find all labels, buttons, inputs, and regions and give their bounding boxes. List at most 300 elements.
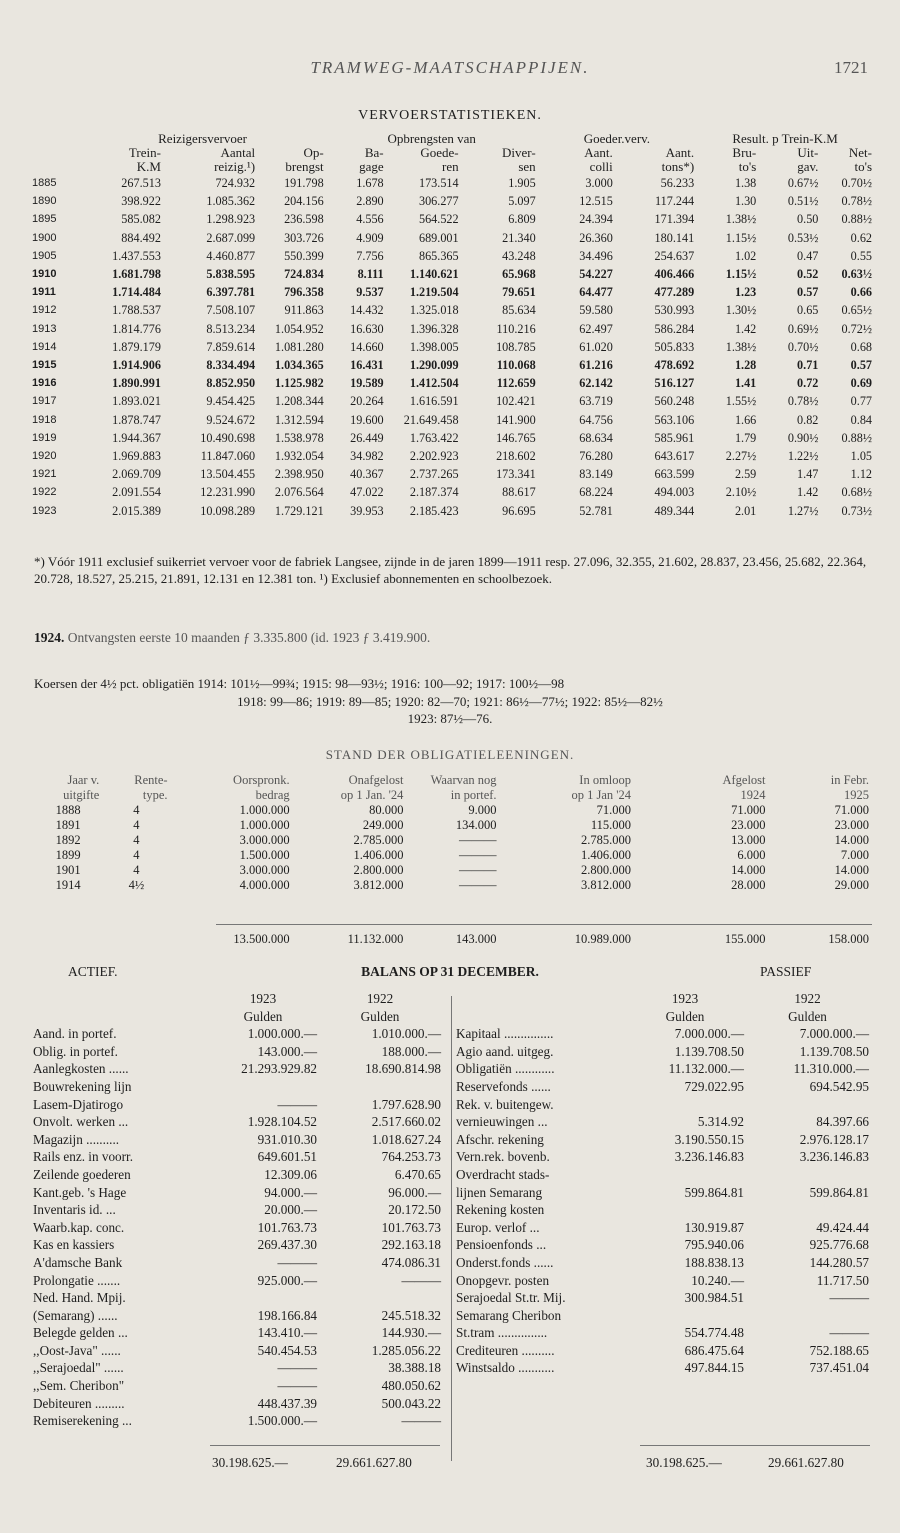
stats-cell: 65.968 <box>502 267 536 282</box>
column-header: Diver- <box>502 145 536 160</box>
row-year: 1905 <box>32 249 57 262</box>
stats-row <box>28 338 874 356</box>
balance-item: Kas en kassiers <box>33 1237 115 1253</box>
balance-value-1923: 101.763.73 <box>257 1219 317 1235</box>
bonds-cell: 71.000 <box>596 803 632 817</box>
stats-cell: 117.244 <box>654 194 695 209</box>
quotes-line-3: 1923: 87½—76. <box>407 711 493 726</box>
row-year: 1920 <box>32 450 57 463</box>
balance-item: Aand. in portef. <box>33 1026 117 1042</box>
stats-cell: 1.034.365 <box>274 358 324 373</box>
receipts-year: 1924. <box>34 630 65 645</box>
stats-cell: 5.838.595 <box>206 267 256 282</box>
stats-row <box>28 483 874 501</box>
balance-value-1923: ——— <box>277 1096 317 1112</box>
balance-value-1922: 2.517.660.02 <box>371 1114 441 1130</box>
balance-value-1922: 737.451.04 <box>809 1360 869 1376</box>
balance-row <box>455 1289 870 1307</box>
bonds-cell: 29.000 <box>834 878 869 892</box>
stats-cell: 4.556 <box>356 212 384 227</box>
balance-row <box>32 1254 442 1272</box>
row-year: 1890 <box>32 195 57 208</box>
stats-cell: 0.68 <box>850 339 872 354</box>
bonds-cell: ——— <box>459 863 497 877</box>
row-year: 1916 <box>32 377 57 390</box>
stats-cell: 16.431 <box>350 358 384 373</box>
balance-value-1922: 292.163.18 <box>381 1237 441 1253</box>
stats-cell: 8.852.950 <box>206 376 256 391</box>
stats-cell: 0.55 <box>850 248 872 263</box>
stats-cell: 516.127 <box>654 376 695 391</box>
balance-value-1923: 554.774.48 <box>684 1325 744 1341</box>
bonds-row <box>34 833 872 848</box>
stats-cell: 0.78½ <box>841 194 872 209</box>
bonds-cell: 2.785.000 <box>581 833 632 847</box>
balance-value-1922: 694.542.95 <box>809 1078 869 1094</box>
stats-body <box>28 174 874 520</box>
stats-cell: 1.219.504 <box>409 285 459 300</box>
stats-cell: 1.412.504 <box>409 376 459 391</box>
balance-item: Aanlegkosten ...... <box>33 1061 129 1077</box>
stats-cell: 19.589 <box>350 376 384 391</box>
stats-cell: 62.497 <box>579 321 613 336</box>
balance-item: Onvolt. werken ... <box>33 1114 129 1130</box>
balance-value-1923: 925.000.— <box>257 1272 317 1288</box>
balance-value-1922: ——— <box>829 1290 869 1306</box>
stats-cell: 1.66 <box>734 412 757 427</box>
bonds-cell: 4½ <box>128 878 145 892</box>
bonds-totals-row <box>34 932 872 947</box>
bonds-cell: 4 <box>133 863 140 877</box>
stats-cell: 0.65½ <box>841 303 872 318</box>
bonds-cell: 28.000 <box>731 878 766 892</box>
stats-cell: 59.580 <box>579 303 613 318</box>
balance-item: Reservefonds ...... <box>456 1078 551 1094</box>
balance-row <box>455 1131 870 1149</box>
stats-cell: 0.51½ <box>787 194 819 209</box>
stats-cell: 1.085.362 <box>206 194 256 209</box>
balance-value-1923: 497.844.15 <box>684 1360 744 1376</box>
stats-cell: 2.187.374 <box>409 485 459 500</box>
balance-item: Overdracht stads- <box>456 1166 550 1182</box>
stats-cell: 68.224 <box>579 485 613 500</box>
bonds-cell: 115.000 <box>590 818 632 832</box>
stats-cell: 267.513 <box>121 176 161 190</box>
stats-cell: 0.50 <box>797 212 819 227</box>
stats-cell: 112.659 <box>496 376 536 391</box>
balance-value-1923 <box>625 1166 745 1184</box>
bonds-cell: 3.000.000 <box>239 833 290 847</box>
stats-cell: 64.477 <box>579 285 613 300</box>
stats-cell: 1.396.328 <box>409 321 459 336</box>
balance-item: Serajoedal St.tr. Mij. <box>456 1290 566 1306</box>
actief-total-1922: 29.661.627.80 <box>336 1455 412 1470</box>
stats-cell: 564.522 <box>418 212 459 227</box>
bonds-cell: 1899 <box>55 848 81 862</box>
stats-cell: 141.900 <box>496 412 536 427</box>
balance-item: Winstsaldo ........... <box>456 1360 555 1376</box>
bonds-cell: 9.000 <box>468 803 497 817</box>
stats-cell: 0.88½ <box>841 212 872 227</box>
balance-value-1923: 795.940.06 <box>684 1237 744 1253</box>
stats-row <box>28 465 874 483</box>
balance-value-1922: 11.717.50 <box>816 1272 869 1288</box>
balance-value-1923 <box>208 1078 318 1096</box>
bonds-row <box>34 863 872 878</box>
transport-statistics-table <box>28 132 874 520</box>
header-row-2 <box>28 160 874 174</box>
bonds-column-header: Oorspronk. <box>233 773 290 787</box>
balance-value-1923: 1.928.104.52 <box>247 1114 317 1130</box>
stats-cell: 0.77 <box>850 394 872 409</box>
stats-cell: 1.41 <box>734 376 757 391</box>
stats-cell: 1.944.367 <box>112 430 161 445</box>
quotes-line-2: 1918: 99—86; 1919: 89—85; 1920: 82—70; 1921: 86½—77½; 1922: 85½—82½ <box>237 694 663 709</box>
stats-cell: 8.513.234 <box>206 321 256 336</box>
stats-cell: 64.756 <box>579 412 613 427</box>
balance-item: Waarb.kap. conc. <box>33 1219 125 1235</box>
balance-row <box>455 1254 870 1272</box>
bonds-cell: ——— <box>459 833 497 847</box>
stats-cell: 14.660 <box>350 339 384 354</box>
stats-cell: 2.27½ <box>725 449 757 464</box>
row-year: 1922 <box>32 486 57 499</box>
balance-value-1922: 38.388.18 <box>388 1360 441 1376</box>
balance-value-1922: 764.253.73 <box>381 1149 441 1165</box>
bonds-totals <box>34 932 872 947</box>
stats-cell: 108.785 <box>496 339 536 354</box>
bonds-column-header: in portef. <box>450 788 497 802</box>
stats-cell: 1.30½ <box>725 303 757 318</box>
balance-value-1923: 931.010.30 <box>257 1131 317 1147</box>
balance-value-1923: 540.454.53 <box>257 1342 317 1358</box>
stats-cell: 494.003 <box>654 485 695 500</box>
balance-year: 1923 <box>249 991 277 1006</box>
balance-value-1922: 1.797.628.90 <box>371 1096 441 1112</box>
stats-cell: 204.156 <box>284 194 324 209</box>
balance-item: Pensioenfonds ... <box>456 1237 547 1253</box>
stats-cell: 1.681.798 <box>112 267 161 282</box>
stats-cell: 1.969.883 <box>112 449 161 464</box>
balance-row <box>32 1166 442 1184</box>
receipts-text: Ontvangsten eerste 10 maanden ƒ 3.335.800 (id. 1923 ƒ 3.419.900. <box>67 630 431 645</box>
balance-value-1923: 729.022.95 <box>684 1078 744 1094</box>
balance-value-1922: 500.043.22 <box>381 1395 441 1411</box>
actief-label: ACTIEF. <box>68 964 118 979</box>
stats-row <box>28 320 874 338</box>
stats-cell: 1.125.982 <box>274 376 324 391</box>
balance-row <box>32 1412 442 1430</box>
balance-row <box>32 1113 442 1131</box>
balance-value-1922: 3.236.146.83 <box>799 1149 869 1165</box>
stats-cell: 191.798 <box>284 176 324 190</box>
stats-row <box>28 265 874 283</box>
stats-cell: 0.68½ <box>841 485 872 500</box>
stats-cell: 663.599 <box>654 467 695 482</box>
stats-cell: 96.695 <box>502 503 536 518</box>
column-header: Aant. <box>584 145 613 160</box>
bonds-row <box>34 848 872 863</box>
stats-cell: 0.73½ <box>841 503 872 518</box>
balance-value-1922 <box>745 1096 870 1114</box>
stats-cell: 306.277 <box>418 194 459 209</box>
balance-unit: Gulden <box>665 1008 705 1024</box>
bonds-row <box>34 803 872 818</box>
stats-cell: 1.398.005 <box>409 339 459 354</box>
stats-cell: 530.993 <box>654 303 695 318</box>
column-header: to's <box>738 159 757 174</box>
balance-row <box>455 1096 870 1114</box>
stats-cell: 0.52 <box>797 267 819 282</box>
stats-cell: 1.290.099 <box>409 358 459 373</box>
balance-value-1922: 1.010.000.— <box>371 1026 441 1042</box>
balance-value-1922: 20.172.50 <box>388 1202 441 1218</box>
stats-cell: 1.905 <box>508 176 536 190</box>
balance-item: Prolongatie ....... <box>33 1272 121 1288</box>
passief-total-rule <box>640 1445 870 1446</box>
stats-cell: 40.367 <box>350 467 384 482</box>
balance-item: ,,Sem. Cheribon" <box>33 1378 125 1394</box>
balance-value-1923: ——— <box>277 1360 317 1376</box>
balance-divider <box>451 996 452 1461</box>
stats-cell: 0.63½ <box>841 267 872 282</box>
balance-row <box>455 1272 870 1290</box>
stats-cell: 724.834 <box>284 267 324 282</box>
stats-row <box>28 192 874 210</box>
balance-row <box>455 1025 870 1043</box>
balance-item: Obligatiën ............ <box>456 1061 555 1077</box>
balance-value-1923: 649.601.51 <box>257 1149 317 1165</box>
stats-cell: 0.47 <box>797 248 819 263</box>
stats-cell: 1.42 <box>797 485 819 500</box>
balance-value-1922: 188.000.— <box>381 1043 441 1059</box>
stats-cell: 398.922 <box>121 194 161 209</box>
stats-cell: 146.765 <box>496 430 536 445</box>
bonds-cell: 4 <box>133 848 140 862</box>
balance-row <box>455 1148 870 1166</box>
actief-body <box>32 990 442 1430</box>
stats-cell: 1.15½ <box>725 267 757 282</box>
stats-cell: 0.67½ <box>787 176 819 190</box>
stats-cell: 1.23 <box>734 285 757 300</box>
stats-cell: 0.57 <box>850 358 872 373</box>
balance-row <box>32 1307 442 1325</box>
balance-row <box>455 1184 870 1202</box>
stats-cell: 2.59 <box>734 467 757 482</box>
stats-cell: 56.233 <box>660 176 695 190</box>
bonds-total-cell: 158.000 <box>828 932 869 946</box>
bonds-cell: 1892 <box>55 833 81 847</box>
bonds-total-cell: 10.989.000 <box>574 932 632 946</box>
column-header: Bru- <box>732 145 757 160</box>
balance-row <box>32 1060 442 1078</box>
stats-cell: 1.79 <box>734 430 757 445</box>
bonds-cell: ——— <box>459 848 497 862</box>
bonds-cell: 71.000 <box>731 803 766 817</box>
balance-item: Inventaris id. ... <box>33 1202 116 1218</box>
stats-cell: 0.69 <box>850 376 872 391</box>
stats-cell: 1.714.484 <box>112 285 161 300</box>
balance-value-1923 <box>625 1201 745 1219</box>
balance-item: ,,Oost-Java" ...... <box>33 1342 121 1358</box>
stats-cell: 1.932.054 <box>274 449 324 464</box>
stats-cell: 884.492 <box>121 230 161 245</box>
bonds-cell: 1.000.000 <box>239 803 290 817</box>
passief-table <box>455 990 870 1377</box>
bonds-cell: 3.000.000 <box>239 863 290 877</box>
stats-cell: 218.602 <box>496 449 536 464</box>
stats-row <box>28 429 874 447</box>
actief-total-1923: 30.198.625.— <box>212 1455 288 1470</box>
balance-value-1922: 144.280.57 <box>809 1254 869 1270</box>
column-header: gav. <box>797 159 819 174</box>
column-header: Goede- <box>420 145 459 160</box>
stats-cell: 1.27½ <box>787 503 819 518</box>
bonds-total-cell: 11.132.000 <box>347 932 404 946</box>
stats-cell: 0.57 <box>797 285 819 300</box>
stats-cell: 0.70½ <box>841 176 872 190</box>
bonds-cell: 2.800.000 <box>353 863 404 877</box>
balance-value-1922: 752.188.65 <box>809 1342 869 1358</box>
stats-cell: 12.515 <box>579 194 613 209</box>
balance-value-1922: 1.018.627.24 <box>371 1131 441 1147</box>
stats-cell: 1.814.776 <box>112 321 161 336</box>
bonds-column-header: uitgifte <box>63 788 100 802</box>
stats-cell: 1.538.978 <box>274 430 324 445</box>
bonds-cell: 14.000 <box>834 833 869 847</box>
balance-row <box>32 1219 442 1237</box>
stats-cell: 1.054.952 <box>274 321 324 336</box>
balance-value-1922: 925.776.68 <box>809 1237 869 1253</box>
stats-cell: 2.202.923 <box>409 449 459 464</box>
stats-cell: 79.651 <box>502 285 536 300</box>
stats-cell: 3.000 <box>585 176 613 190</box>
balance-unit: Gulden <box>360 1008 400 1024</box>
bonds-header-row-2 <box>34 788 872 803</box>
balance-row <box>455 1060 870 1078</box>
balance-unit-row <box>32 1008 442 1026</box>
bonds-cell: 14.000 <box>834 863 869 877</box>
stats-cell: 61.216 <box>579 358 613 373</box>
column-header: tons*) <box>661 159 695 174</box>
balance-title: BALANS OP 31 DECEMBER. <box>361 964 539 979</box>
column-header: Ba- <box>364 145 384 160</box>
stats-cell: 1.38 <box>734 176 757 190</box>
stats-cell: 1.312.594 <box>274 412 324 427</box>
stats-row <box>28 301 874 319</box>
stats-cell: 9.537 <box>356 285 384 300</box>
balance-value-1923: 1.139.708.50 <box>674 1043 744 1059</box>
stats-cell: 1.763.422 <box>409 430 459 445</box>
bonds-total-rule <box>216 924 872 925</box>
balance-value-1922: ——— <box>829 1325 869 1341</box>
balance-item: lijnen Semarang <box>456 1184 543 1200</box>
balance-row <box>455 1236 870 1254</box>
balance-value-1922: 96.000.— <box>388 1184 441 1200</box>
stats-cell: 1.38½ <box>725 339 757 354</box>
stats-cell: 7.508.107 <box>206 303 256 318</box>
stats-cell: 54.227 <box>579 267 613 282</box>
stats-row <box>28 502 874 520</box>
stats-cell: 34.496 <box>579 248 613 263</box>
balance-row <box>32 1201 442 1219</box>
balance-year-row <box>455 990 870 1008</box>
balance-item: Rek. v. buitengew. <box>456 1096 554 1112</box>
balance-item: Europ. verlof ... <box>456 1219 540 1235</box>
stats-cell: 1.788.537 <box>112 303 161 318</box>
stats-cell: 8.111 <box>357 267 384 282</box>
balance-row <box>32 1324 442 1342</box>
balance-value-1923: 188.838.13 <box>684 1254 744 1270</box>
row-year: 1919 <box>32 431 57 444</box>
balance-value-1923: ——— <box>277 1254 317 1270</box>
balance-row <box>32 1025 442 1043</box>
stats-cell: 16.630 <box>350 321 384 336</box>
stats-cell: 2.185.423 <box>409 503 459 518</box>
balance-row <box>455 1078 870 1096</box>
stats-cell: 83.149 <box>579 467 613 482</box>
row-year: 1918 <box>32 413 57 426</box>
bonds-cell: 80.000 <box>369 803 404 817</box>
balance-value-1923: 5.314.92 <box>697 1114 744 1130</box>
stats-cell: 911.863 <box>284 303 324 318</box>
balance-year: 1922 <box>366 991 394 1006</box>
balance-item: Afschr. rekening <box>456 1131 544 1147</box>
stats-row <box>28 356 874 374</box>
balance-item: Crediteuren .......... <box>456 1342 555 1358</box>
column-header: gage <box>359 159 384 174</box>
row-year: 1911 <box>32 286 56 299</box>
bonds-total-cell: 143.000 <box>455 932 497 946</box>
stats-cell: 88.617 <box>502 485 536 500</box>
balance-row <box>32 1359 442 1377</box>
balance-row <box>32 1395 442 1413</box>
stats-cell: 21.340 <box>502 230 536 245</box>
balance-row <box>32 1131 442 1149</box>
stats-cell: 2.398.950 <box>274 467 324 482</box>
bonds-cell: 6.000 <box>737 848 766 862</box>
column-header: Trein- <box>128 145 161 160</box>
stats-cell: 5.097 <box>508 194 536 209</box>
balance-value-1922: ——— <box>401 1272 441 1288</box>
group-header-row <box>28 132 874 146</box>
balance-row <box>455 1342 870 1360</box>
balance-row <box>455 1113 870 1131</box>
bonds-column-header: 1925 <box>844 788 869 802</box>
balance-unit: Gulden <box>788 1008 827 1024</box>
balance-row <box>32 1236 442 1254</box>
stats-cell: 85.634 <box>502 303 536 318</box>
stats-cell: 0.82 <box>797 412 819 427</box>
actief-table <box>32 990 442 1430</box>
row-year: 1917 <box>32 395 57 408</box>
stats-cell: 8.334.494 <box>206 358 256 373</box>
balance-item: Semarang Cheribon <box>456 1307 562 1323</box>
stats-cell: 1.02 <box>734 248 757 263</box>
balance-item: Magazijn .......... <box>33 1131 120 1147</box>
balance-item: Onderst.fonds ...... <box>456 1254 554 1270</box>
balance-item: Kant.geb. 's Hage <box>33 1184 127 1200</box>
stats-cell: 2.076.564 <box>274 485 324 500</box>
bonds-column-header: Rente- <box>134 773 168 787</box>
bonds-column-header: 1924 <box>740 788 766 802</box>
row-year: 1915 <box>32 359 57 372</box>
column-header: Net- <box>848 145 872 160</box>
stats-cell: 796.358 <box>284 285 324 300</box>
column-header: K.M <box>136 159 161 174</box>
balance-value-1923: 300.984.51 <box>684 1290 744 1306</box>
stats-cell: 1.12 <box>850 467 872 482</box>
